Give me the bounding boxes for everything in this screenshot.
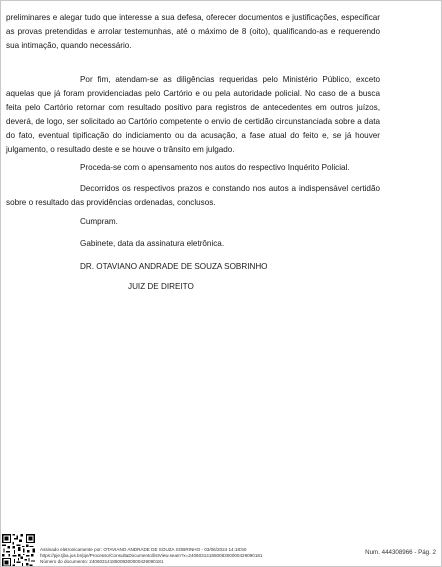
closing-gabinete: Gabinete, data da assinatura eletrônica. — [80, 239, 225, 248]
page-reference: Num. 444308966 - Pág. 2 — [365, 549, 436, 556]
signature-info — [40, 547, 263, 565]
signature-document-number: Número do documento: 24060314185008300000429090181 — [40, 559, 164, 564]
paragraph-diligences-text: Por fim, atendam-se as diligências requeridas pelo Ministério Público, exceto aquelas que já foram providenciadas pelo Cartório e ou pela autoridade policial. No caso de a busca feita pelo Cartório retornar com resultado positivo para registros de antecedentes em outros juízos, deverá, de logo, ser solicitado ao Cartório competente o envio de certidão circunstanciada sobre a data do fato, eventual tipificação do indiciamento ou da acusação, a fase atual do feito e, se já houver julgamento, o resultado deste e se houve o trânsito em julgado. — [6, 75, 380, 154]
closing-cumpram: Cumpram. — [80, 217, 118, 226]
qr-code-icon — [2, 534, 35, 567]
paragraph-apensamento — [6, 161, 380, 175]
signature-url: https://pje.tjba.jus.br/pje/Processo/ConsultaDocumento/listView.seam?x=24060314185008300000429090181 — [40, 553, 263, 558]
paragraph-apensamento-text: Proceda-se com o apensamento nos autos do respectivo Inquérito Policial. — [80, 163, 350, 172]
signer-title: JUIZ DE DIREITO — [128, 282, 194, 291]
paragraph-conclusos-text: Decorridos os respectivos prazos e constando nos autos a indispensável certidão sobre o resultado das providências ordenadas, conclusos. — [6, 184, 380, 207]
paragraph-diligences — [6, 73, 380, 157]
signer-name: DR. OTAVIANO ANDRADE DE SOUZA SOBRINHO — [80, 262, 268, 271]
paragraph-defense-rights: preliminares e alegar tudo que interesse a sua defesa, oferecer documentos e justificações, especificar as provas pretendidas e arrolar testemunhas, até o máximo de 8 (oito), qualificando-as e requerendo sua intimação, quando necessário. — [6, 13, 380, 50]
paragraph-conclusos — [6, 182, 380, 210]
signature-signed-by: Assinado eletronicamente por: OTAVIANO ANDRADE DE SOUZA SOBRINHO - 03/06/2024 14:18:50 — [40, 547, 247, 552]
